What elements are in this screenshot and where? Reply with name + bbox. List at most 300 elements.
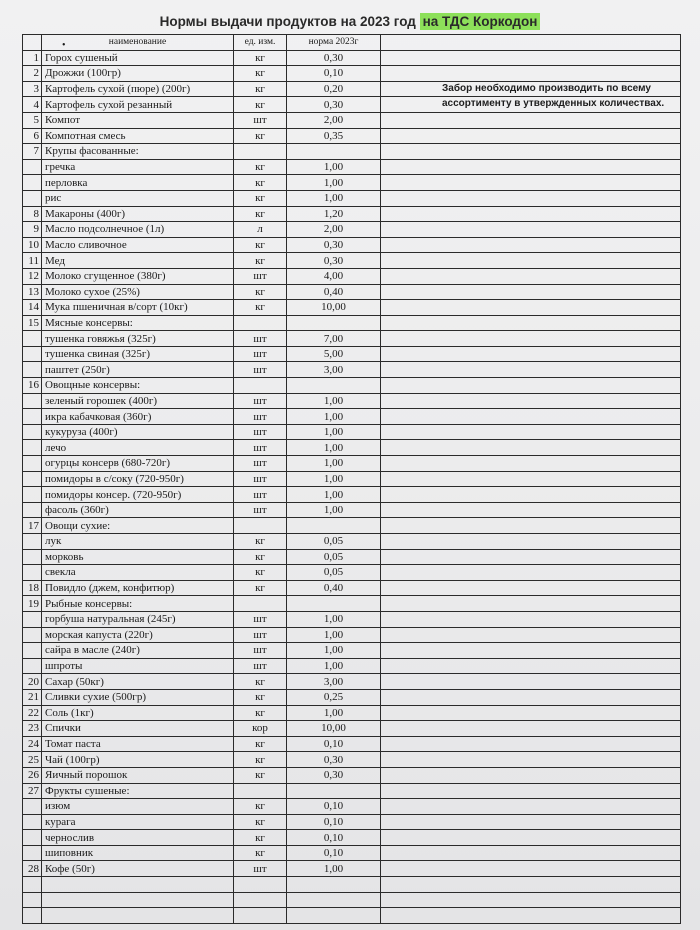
row-notes-cell (381, 237, 681, 253)
row-name: паштет (250г) (42, 362, 234, 378)
row-name: морская капуста (220г) (42, 627, 234, 643)
row-number (23, 471, 42, 487)
row-number (23, 845, 42, 861)
row-notes-cell (381, 331, 681, 347)
row-unit: кг (234, 175, 287, 191)
row-number (23, 908, 42, 924)
row-number (23, 549, 42, 565)
table-header-row (23, 35, 681, 51)
row-name: Крупы фасованные: (42, 144, 234, 160)
table-row (23, 892, 681, 908)
table-row (23, 549, 681, 565)
row-notes-cell (381, 596, 681, 612)
row-number: 22 (23, 705, 42, 721)
row-number: 20 (23, 674, 42, 690)
row-unit: кг (234, 580, 287, 596)
row-unit: кг (234, 830, 287, 846)
row-number: 9 (23, 222, 42, 238)
row-name: Масло сливочное (42, 237, 234, 253)
row-norm: 1,00 (287, 658, 381, 674)
row-norm: 0,05 (287, 534, 381, 550)
row-notes-cell (381, 611, 681, 627)
row-norm (287, 783, 381, 799)
table-row (23, 206, 681, 222)
table-row (23, 783, 681, 799)
row-notes-cell (381, 268, 681, 284)
row-notes-cell (381, 487, 681, 503)
row-notes-cell (381, 580, 681, 596)
row-name: Молоко сухое (25%) (42, 284, 234, 300)
row-notes-cell (381, 471, 681, 487)
row-name: Рыбные консервы: (42, 596, 234, 612)
table-row (23, 627, 681, 643)
row-name: изюм (42, 799, 234, 815)
row-unit: кг (234, 799, 287, 815)
row-norm: 0,30 (287, 752, 381, 768)
row-unit: шт (234, 627, 287, 643)
table-row (23, 861, 681, 877)
row-norm: 0,10 (287, 66, 381, 82)
row-number (23, 814, 42, 830)
row-unit (234, 877, 287, 893)
table-row (23, 908, 681, 924)
row-unit: кг (234, 50, 287, 66)
row-name: гречка (42, 159, 234, 175)
row-norm: 0,30 (287, 767, 381, 783)
table-row (23, 611, 681, 627)
title-text: Нормы выдачи продуктов на 2023 год (159, 14, 420, 29)
table-row (23, 580, 681, 596)
table-row (23, 565, 681, 581)
table-row (23, 222, 681, 238)
row-unit: кг (234, 845, 287, 861)
row-unit: кг (234, 814, 287, 830)
table-row (23, 378, 681, 394)
row-unit: кг (234, 128, 287, 144)
row-number: 16 (23, 378, 42, 394)
table-row (23, 830, 681, 846)
row-norm: 0,35 (287, 128, 381, 144)
table-row (23, 752, 681, 768)
row-name: Картофель сухой (пюре) (200г) (42, 81, 234, 97)
row-number: 8 (23, 206, 42, 222)
table-row (23, 237, 681, 253)
row-unit: кг (234, 253, 287, 269)
row-unit: кг (234, 565, 287, 581)
table-row (23, 424, 681, 440)
row-notes-cell (381, 456, 681, 472)
row-number: 11 (23, 253, 42, 269)
row-number (23, 611, 42, 627)
row-number (23, 393, 42, 409)
row-number (23, 658, 42, 674)
row-unit: л (234, 222, 287, 238)
row-name: Компотная смесь (42, 128, 234, 144)
row-number: 26 (23, 767, 42, 783)
header-name: наименование (42, 35, 234, 51)
row-name: лук (42, 534, 234, 550)
row-unit: шт (234, 268, 287, 284)
row-norm (287, 892, 381, 908)
row-notes-cell (381, 565, 681, 581)
row-number: 14 (23, 300, 42, 316)
table-row (23, 502, 681, 518)
table-row (23, 409, 681, 425)
row-name: перловка (42, 175, 234, 191)
row-notes-cell (381, 627, 681, 643)
row-norm: 1,00 (287, 705, 381, 721)
row-norm: 3,00 (287, 674, 381, 690)
row-name: Масло подсолнечное (1л) (42, 222, 234, 238)
table-row (23, 487, 681, 503)
row-name: Соль (1кг) (42, 705, 234, 721)
row-norm: 1,00 (287, 643, 381, 659)
row-norm: 0,05 (287, 549, 381, 565)
row-norm: 10,00 (287, 300, 381, 316)
row-norm: 0,40 (287, 284, 381, 300)
row-name: шиповник (42, 845, 234, 861)
row-notes-cell (381, 190, 681, 206)
row-norm: 0,25 (287, 689, 381, 705)
row-number: 24 (23, 736, 42, 752)
row-notes-cell (381, 362, 681, 378)
row-notes-cell (381, 144, 681, 160)
row-name: Чай (100гр) (42, 752, 234, 768)
row-name: Сахар (50кг) (42, 674, 234, 690)
row-number: 18 (23, 580, 42, 596)
row-notes-cell (381, 830, 681, 846)
title-highlight: на ТДС Коркодон (420, 13, 541, 30)
row-name: Мука пшеничная в/сорт (10кг) (42, 300, 234, 316)
table-row (23, 534, 681, 550)
row-name: Томат паста (42, 736, 234, 752)
row-notes-cell (381, 424, 681, 440)
row-norm: 4,00 (287, 268, 381, 284)
table-row (23, 877, 681, 893)
row-notes-cell (381, 409, 681, 425)
row-norm: 1,00 (287, 861, 381, 877)
row-norm: 5,00 (287, 346, 381, 362)
row-unit (234, 783, 287, 799)
row-norm: 0,10 (287, 736, 381, 752)
row-notes-cell (381, 799, 681, 815)
table-row (23, 268, 681, 284)
row-norm: 0,10 (287, 830, 381, 846)
row-name: Макароны (400г) (42, 206, 234, 222)
row-name (42, 892, 234, 908)
row-norm: 1,00 (287, 440, 381, 456)
row-name: курага (42, 814, 234, 830)
row-name: помидоры в с/соку (720-950г) (42, 471, 234, 487)
header-unit: ед. изм. (234, 35, 287, 51)
row-unit: кг (234, 190, 287, 206)
row-notes-cell (381, 300, 681, 316)
row-unit: шт (234, 658, 287, 674)
table-row (23, 315, 681, 331)
row-unit: шт (234, 331, 287, 347)
row-norm: 1,00 (287, 487, 381, 503)
row-notes-cell (381, 752, 681, 768)
row-number (23, 440, 42, 456)
row-name: Фрукты сушеные: (42, 783, 234, 799)
row-norm: 1,00 (287, 627, 381, 643)
row-name: кукуруза (400г) (42, 424, 234, 440)
row-name: Овощные консервы: (42, 378, 234, 394)
table-row (23, 112, 681, 128)
row-name: Картофель сухой резанный (42, 97, 234, 113)
row-name: Спички (42, 721, 234, 737)
row-norm: 1,00 (287, 159, 381, 175)
row-norm: 2,00 (287, 112, 381, 128)
row-unit: кг (234, 300, 287, 316)
row-unit: шт (234, 440, 287, 456)
row-name: Компот (42, 112, 234, 128)
row-notes-cell (381, 315, 681, 331)
table-row (23, 362, 681, 378)
page-title (0, 14, 700, 29)
row-name: Молоко сгущенное (380г) (42, 268, 234, 284)
row-name: Яичный порошок (42, 767, 234, 783)
row-number: 2 (23, 66, 42, 82)
row-number: 4 (23, 97, 42, 113)
table-row (23, 658, 681, 674)
row-name: Кофе (50г) (42, 861, 234, 877)
row-unit: шт (234, 456, 287, 472)
table-row (23, 767, 681, 783)
row-notes-cell (381, 643, 681, 659)
row-name: сайра в масле (240г) (42, 643, 234, 659)
row-name: чернослив (42, 830, 234, 846)
row-unit: кг (234, 674, 287, 690)
row-unit (234, 596, 287, 612)
table-row (23, 596, 681, 612)
table-row (23, 331, 681, 347)
row-notes-cell (381, 206, 681, 222)
row-norm: 1,00 (287, 409, 381, 425)
row-name: икра кабачковая (360г) (42, 409, 234, 425)
row-name: Горох сушеный (42, 50, 234, 66)
row-norm: 2,00 (287, 222, 381, 238)
row-notes-cell (381, 908, 681, 924)
row-notes-cell (381, 549, 681, 565)
table-row (23, 736, 681, 752)
row-unit: кг (234, 206, 287, 222)
row-number: 23 (23, 721, 42, 737)
row-number (23, 362, 42, 378)
row-norm: 1,00 (287, 611, 381, 627)
table-row (23, 393, 681, 409)
row-name: морковь (42, 549, 234, 565)
row-norm: 0,30 (287, 253, 381, 269)
table-body (23, 50, 681, 923)
row-number (23, 190, 42, 206)
row-notes-cell (381, 50, 681, 66)
row-number: 21 (23, 689, 42, 705)
row-norm: 1,00 (287, 175, 381, 191)
row-notes-cell (381, 393, 681, 409)
row-number: 28 (23, 861, 42, 877)
row-notes-cell (381, 877, 681, 893)
row-number (23, 409, 42, 425)
row-notes-cell (381, 534, 681, 550)
row-name (42, 908, 234, 924)
row-name: свекла (42, 565, 234, 581)
row-number (23, 643, 42, 659)
table-row (23, 721, 681, 737)
row-unit: кг (234, 81, 287, 97)
row-number (23, 346, 42, 362)
row-unit: шт (234, 471, 287, 487)
note-text: Забор необходимо производить по всему ассортименту в утвержденных количествах. (442, 83, 665, 109)
row-unit: шт (234, 611, 287, 627)
row-norm: 1,00 (287, 424, 381, 440)
table-row (23, 471, 681, 487)
table-row (23, 128, 681, 144)
row-unit: кг (234, 549, 287, 565)
row-number (23, 627, 42, 643)
row-norm (287, 596, 381, 612)
row-unit: кг (234, 752, 287, 768)
row-number (23, 175, 42, 191)
row-notes-cell (381, 346, 681, 362)
row-number: 13 (23, 284, 42, 300)
ink-dot: • (62, 40, 66, 51)
row-notes-cell (381, 253, 681, 269)
table-row (23, 159, 681, 175)
row-unit (234, 315, 287, 331)
header-norm: норма 2023г (287, 35, 381, 51)
row-notes-cell (381, 689, 681, 705)
table-row (23, 440, 681, 456)
header-number (23, 35, 42, 51)
row-notes-cell (381, 502, 681, 518)
row-notes-cell (381, 736, 681, 752)
row-notes-cell (381, 845, 681, 861)
row-unit (234, 518, 287, 534)
row-name: фасоль (360г) (42, 502, 234, 518)
table-row (23, 284, 681, 300)
row-number (23, 502, 42, 518)
table-row (23, 518, 681, 534)
table-row (23, 66, 681, 82)
row-unit (234, 144, 287, 160)
row-norm: 7,00 (287, 331, 381, 347)
row-notes-cell (381, 222, 681, 238)
row-number (23, 159, 42, 175)
row-norm: 0,30 (287, 50, 381, 66)
table-row (23, 175, 681, 191)
row-name: лечо (42, 440, 234, 456)
table-row (23, 845, 681, 861)
row-number: 27 (23, 783, 42, 799)
row-unit: кг (234, 159, 287, 175)
table-row (23, 346, 681, 362)
row-unit: шт (234, 112, 287, 128)
row-name: огурцы консерв (680-720г) (42, 456, 234, 472)
row-name: Мясные консервы: (42, 315, 234, 331)
row-unit: кг (234, 736, 287, 752)
row-unit: кг (234, 689, 287, 705)
row-notes-cell (381, 783, 681, 799)
row-notes-cell (381, 705, 681, 721)
row-notes-cell (381, 378, 681, 394)
row-number: 17 (23, 518, 42, 534)
row-norm (287, 908, 381, 924)
row-unit (234, 378, 287, 394)
header-notes (381, 35, 681, 51)
row-number: 1 (23, 50, 42, 66)
row-norm (287, 378, 381, 394)
row-name: Дрожжи (100гр) (42, 66, 234, 82)
row-unit: шт (234, 424, 287, 440)
row-notes-cell (381, 128, 681, 144)
norms-table (22, 34, 681, 924)
row-norm: 0,20 (287, 81, 381, 97)
row-notes-cell (381, 814, 681, 830)
row-number: 15 (23, 315, 42, 331)
row-unit: шт (234, 346, 287, 362)
row-norm (287, 144, 381, 160)
row-norm: 3,00 (287, 362, 381, 378)
table-row (23, 799, 681, 815)
row-unit (234, 892, 287, 908)
row-unit: кг (234, 284, 287, 300)
row-name: шпроты (42, 658, 234, 674)
row-unit: шт (234, 502, 287, 518)
row-unit: кг (234, 66, 287, 82)
row-unit: шт (234, 487, 287, 503)
row-notes-cell (381, 892, 681, 908)
table-row (23, 643, 681, 659)
row-norm: 10,00 (287, 721, 381, 737)
row-name: Овощи сухие: (42, 518, 234, 534)
row-number (23, 487, 42, 503)
row-number (23, 830, 42, 846)
row-unit: шт (234, 362, 287, 378)
row-norm: 1,00 (287, 190, 381, 206)
row-notes-cell (381, 112, 681, 128)
row-number (23, 877, 42, 893)
row-unit: кг (234, 705, 287, 721)
row-norm (287, 518, 381, 534)
row-unit: кг (234, 237, 287, 253)
row-norm: 1,00 (287, 471, 381, 487)
row-unit: шт (234, 409, 287, 425)
row-notes-cell (381, 721, 681, 737)
row-name: зеленый горошек (400г) (42, 393, 234, 409)
row-norm: 1,00 (287, 393, 381, 409)
row-unit: кг (234, 97, 287, 113)
row-norm: 0,10 (287, 814, 381, 830)
row-number: 6 (23, 128, 42, 144)
table-row (23, 674, 681, 690)
row-notes-cell (381, 658, 681, 674)
table-row (23, 50, 681, 66)
row-number: 3 (23, 81, 42, 97)
row-unit: шт (234, 643, 287, 659)
row-norm: 1,00 (287, 502, 381, 518)
row-name: Повидло (джем, конфитюр) (42, 580, 234, 596)
row-number: 7 (23, 144, 42, 160)
table-row (23, 705, 681, 721)
row-name: Мед (42, 253, 234, 269)
row-unit: кг (234, 767, 287, 783)
table-row (23, 253, 681, 269)
row-number (23, 892, 42, 908)
row-notes-cell (381, 861, 681, 877)
row-number (23, 565, 42, 581)
row-unit: шт (234, 393, 287, 409)
